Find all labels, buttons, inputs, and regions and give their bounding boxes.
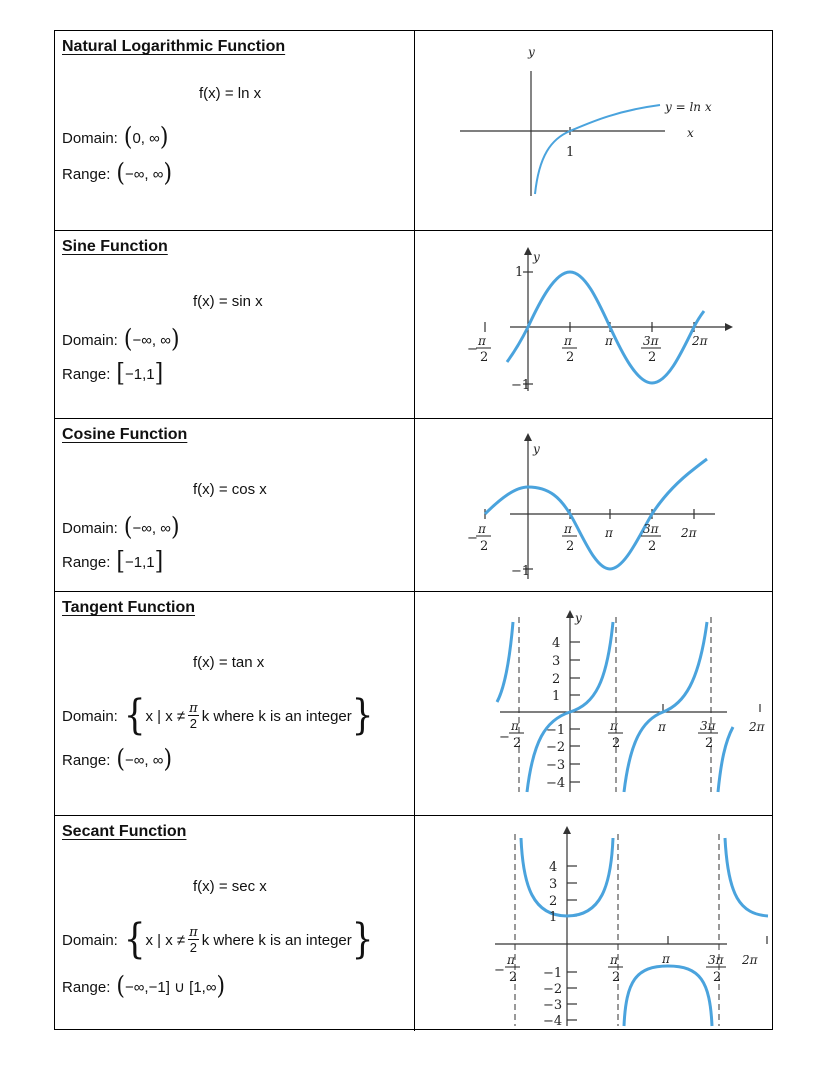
row-text-cell [55, 231, 414, 418]
y-axis-label: y [528, 45, 535, 59]
x-tick-two: 2 [713, 970, 722, 985]
domain-value: −∞, ∞ [132, 519, 171, 537]
x-tick-3pi: 3π [643, 334, 659, 348]
tangent-graph [415, 592, 773, 815]
close-brace: } [351, 916, 374, 964]
x-tick-pi: π [564, 522, 572, 536]
x-tick-two: 2 [648, 350, 657, 365]
y-axis-arrow [566, 610, 574, 618]
y-axis-arrow [524, 433, 532, 441]
row-sine [55, 230, 772, 418]
x-tick-pi: π [610, 719, 618, 733]
domain-line [62, 123, 169, 152]
y-tick-label-one: 1 [515, 265, 524, 280]
open-paren: ( [116, 972, 125, 1001]
domain-label: Domain: [62, 331, 118, 349]
y-tick-label-neg-one: −1 [511, 378, 531, 393]
y-tick-label: 3 [549, 877, 558, 892]
row-title: Natural Logarithmic Function [62, 38, 286, 55]
minus-sign: − [499, 730, 510, 745]
open-paren: ( [123, 325, 133, 354]
close-bracket: ] [154, 547, 164, 576]
y-tick-label: −2 [546, 740, 566, 755]
domain-line [62, 325, 180, 354]
row-cosine [55, 418, 772, 591]
domain-set-tail: k where k is an integer [201, 707, 352, 725]
function-formula: f(x) = tan x [193, 654, 265, 671]
range-value: −∞, ∞ [124, 165, 164, 183]
domain-set-lead: x | x ≠ [145, 707, 186, 725]
x-tick-two: 2 [509, 970, 518, 985]
graph-cell [415, 231, 773, 418]
row-natural-log [55, 31, 772, 230]
y-tick-label: −1 [546, 723, 566, 738]
range-line [62, 547, 164, 576]
domain-value: −∞, ∞ [132, 331, 171, 349]
row-text-cell [55, 816, 414, 1031]
range-line [62, 359, 164, 388]
open-bracket: [ [116, 359, 125, 388]
secant-branch [624, 966, 712, 1026]
open-paren: ( [116, 745, 125, 774]
close-paren: ) [170, 513, 180, 542]
row-text-cell [55, 419, 414, 591]
row-title: Secant Function [62, 823, 187, 840]
x-tick-pi-label: π [662, 952, 670, 966]
fraction-denominator: 2 [189, 716, 198, 731]
range-value: −1,1 [124, 365, 155, 383]
curve-label: y = ln x [665, 100, 712, 114]
y-axis-label: y [575, 611, 582, 625]
range-label: Range: [62, 165, 111, 183]
domain-label: Domain: [62, 931, 118, 949]
function-formula: f(x) = ln x [199, 85, 262, 102]
y-axis-arrow [563, 826, 571, 834]
open-brace: { [123, 692, 146, 740]
y-tick-label: −3 [546, 758, 566, 773]
cosine-graph [415, 419, 773, 591]
domain-value: 0, ∞ [132, 129, 160, 147]
function-reference-table [54, 30, 773, 1030]
x-axis-arrow [725, 323, 733, 331]
close-bracket: ] [154, 359, 164, 388]
range-value: −1,1 [124, 553, 155, 571]
x-tick-two: 2 [705, 736, 714, 751]
y-tick-label-neg-one: −1 [511, 564, 531, 579]
x-tick-pi-label: π [605, 334, 613, 348]
row-text-cell [55, 592, 414, 815]
close-paren: ) [216, 972, 226, 1001]
tangent-branch [497, 622, 513, 702]
x-axis-label: x [687, 126, 694, 140]
tangent-branch [624, 622, 707, 792]
x-tick-two: 2 [513, 736, 522, 751]
x-tick-pi: π [564, 334, 572, 348]
close-paren: ) [170, 325, 180, 354]
y-tick-label: −4 [546, 776, 566, 791]
minus-sign: − [467, 531, 478, 546]
secant-branch [725, 838, 768, 916]
y-tick-label: −2 [543, 982, 563, 997]
y-tick-label: 4 [552, 636, 561, 651]
function-formula: f(x) = sin x [193, 293, 263, 310]
range-value: −∞,−1] ∪ [1,∞ [124, 979, 217, 996]
y-axis-label: y [533, 250, 540, 264]
y-tick-label: 1 [552, 689, 561, 704]
open-paren: ( [116, 159, 125, 188]
tangent-branch [718, 727, 733, 792]
x-tick-2pi: 2π [692, 334, 708, 348]
function-formula: f(x) = cos x [193, 481, 267, 498]
open-brace: { [123, 916, 146, 964]
graph-cell [415, 816, 773, 1031]
sine-graph [415, 231, 773, 418]
range-line [62, 972, 226, 1001]
graph-cell [415, 419, 773, 591]
y-tick-label: −1 [543, 966, 563, 981]
open-paren: ( [123, 123, 133, 152]
minus-sign: − [467, 342, 478, 357]
domain-line [62, 916, 374, 964]
domain-label: Domain: [62, 129, 118, 147]
y-tick-label: −3 [543, 998, 563, 1013]
row-secant [55, 815, 772, 1031]
x-tick-two: 2 [480, 539, 489, 554]
x-tick-2pi: 2π [742, 953, 758, 967]
domain-label: Domain: [62, 707, 118, 725]
range-line [62, 159, 173, 188]
fraction-denominator: 2 [189, 940, 198, 955]
range-label: Range: [62, 365, 111, 383]
row-tangent [55, 591, 772, 815]
x-tick-3pi: 3π [700, 719, 716, 733]
row-title: Tangent Function [62, 599, 196, 616]
row-text-cell [55, 31, 414, 230]
x-tick-two: 2 [612, 736, 621, 751]
x-tick-two: 2 [480, 350, 489, 365]
x-tick-two: 2 [648, 539, 657, 554]
range-label: Range: [62, 553, 111, 571]
row-title: Cosine Function [62, 426, 188, 443]
x-tick-label-one: 1 [566, 145, 575, 160]
ln-graph [415, 31, 773, 229]
y-axis-label: y [533, 442, 540, 456]
x-tick-pi: π [507, 953, 515, 967]
domain-fraction [188, 702, 199, 730]
y-tick-label: −4 [543, 1014, 563, 1029]
range-line [62, 745, 173, 774]
ln-curve [535, 105, 660, 194]
domain-line [62, 513, 180, 542]
graph-cell [415, 592, 773, 815]
x-tick-two: 2 [612, 970, 621, 985]
close-paren: ) [159, 123, 169, 152]
range-value: −∞, ∞ [124, 751, 164, 769]
y-tick-label: 1 [549, 910, 558, 925]
y-ticks [567, 866, 577, 1020]
secant-graph [415, 816, 773, 1031]
x-tick-pi: π [478, 522, 486, 536]
y-tick-label: 4 [549, 860, 558, 875]
domain-label: Domain: [62, 519, 118, 537]
y-tick-label: 2 [552, 672, 561, 687]
range-label: Range: [62, 751, 111, 769]
x-tick-2pi: 2π [681, 526, 697, 540]
fraction-numerator: π [189, 701, 198, 716]
x-tick-2pi: 2π [749, 720, 765, 734]
x-tick-two: 2 [566, 539, 575, 554]
close-paren: ) [163, 745, 173, 774]
function-formula: f(x) = sec x [193, 878, 267, 895]
row-title: Sine Function [62, 238, 168, 255]
x-tick-two: 2 [566, 350, 575, 365]
open-bracket: [ [116, 547, 125, 576]
graph-cell [415, 31, 773, 230]
x-tick-pi: π [511, 719, 519, 733]
x-tick-3pi: 3π [708, 953, 724, 967]
x-tick-3pi: 3π [643, 522, 659, 536]
domain-set-tail: k where k is an integer [201, 931, 352, 949]
close-brace: } [351, 692, 374, 740]
x-tick-pi-label: π [605, 526, 613, 540]
x-tick-pi-label: π [658, 720, 666, 734]
y-axis-arrow [524, 247, 532, 255]
domain-line [62, 692, 374, 740]
domain-set-lead: x | x ≠ [145, 931, 186, 949]
range-label: Range: [62, 978, 111, 996]
minus-sign: − [494, 963, 505, 978]
close-paren: ) [163, 159, 173, 188]
y-tick-label: 3 [552, 654, 561, 669]
fraction-numerator: π [189, 925, 198, 940]
x-tick-pi: π [478, 334, 486, 348]
open-paren: ( [123, 513, 133, 542]
y-tick-label: 2 [549, 894, 558, 909]
x-tick-pi: π [610, 953, 618, 967]
domain-fraction [188, 926, 199, 954]
